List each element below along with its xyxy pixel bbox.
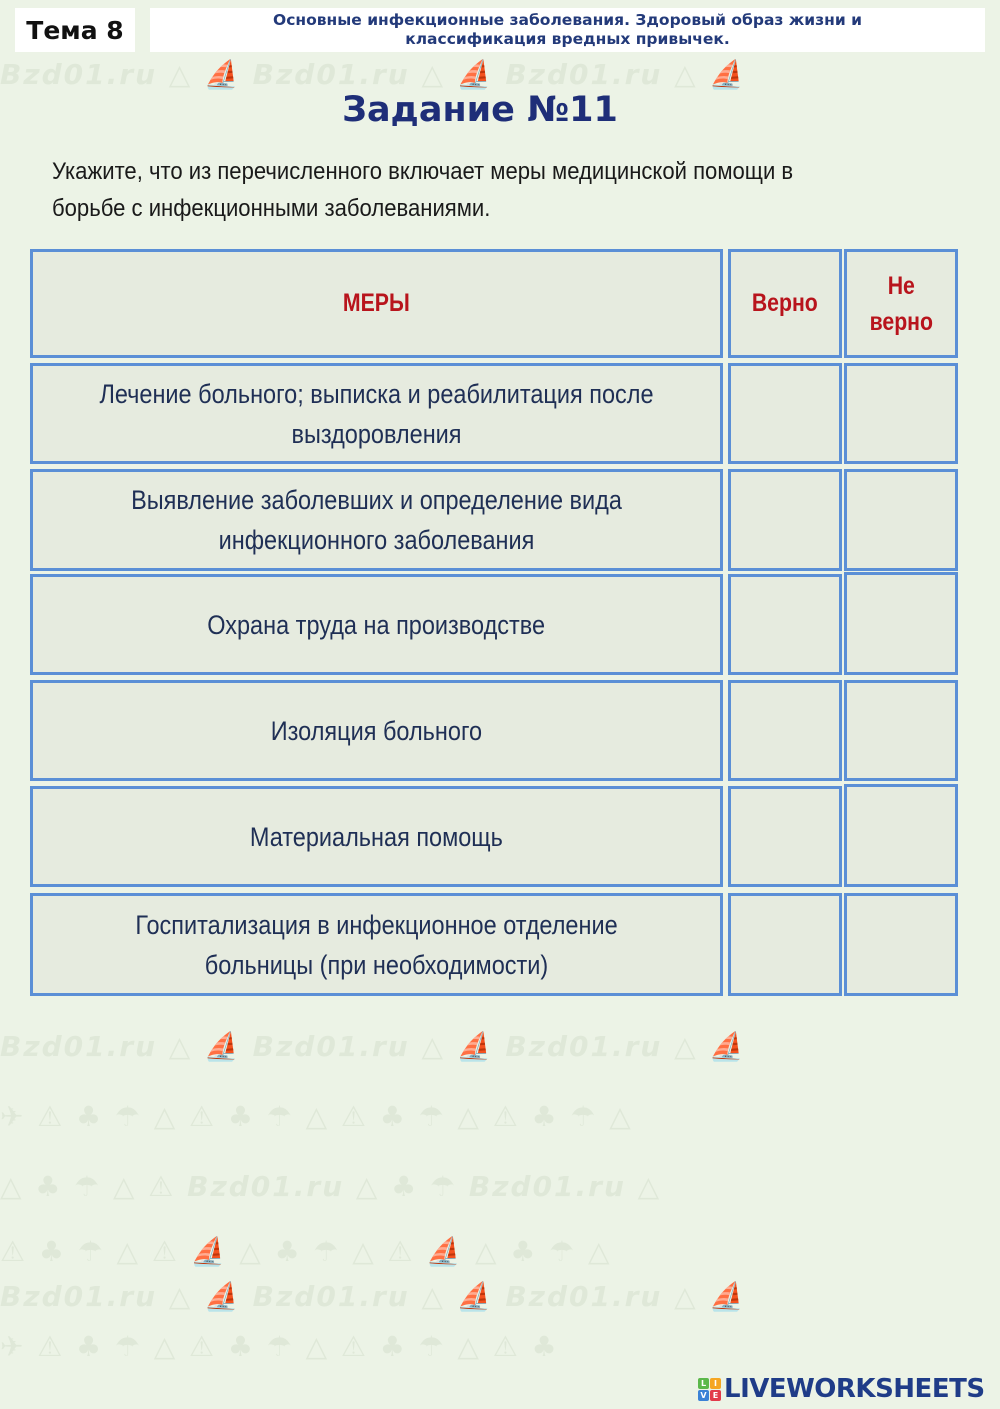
answer-drop-zone-correct[interactable] <box>728 786 842 887</box>
answer-drop-zone-correct[interactable] <box>728 469 842 571</box>
answer-drop-zone-incorrect[interactable] <box>844 893 958 996</box>
topic-label <box>15 8 135 52</box>
answer-drop-zone-incorrect[interactable] <box>844 469 958 571</box>
answer-drop-zone-incorrect[interactable] <box>844 363 958 464</box>
column-header-correct-label: Верно <box>752 289 818 317</box>
column-header-incorrect <box>844 249 958 358</box>
table-row-measure <box>30 786 723 887</box>
watermark-row: Bzd01.ru △ ⛵ Bzd01.ru △ ⛵ Bzd01.ru △ ⛵ <box>0 1030 747 1063</box>
live-logo-icon: L I V E <box>698 1378 721 1401</box>
liveworksheets-logo-text: LIVEWORKSHEETS <box>724 1374 985 1404</box>
column-header-measures-label: МЕРЫ <box>343 289 410 317</box>
table-row-measure <box>30 574 723 675</box>
table-row-measure <box>30 893 723 996</box>
watermark-row: Bzd01.ru △ ⛵ Bzd01.ru △ ⛵ Bzd01.ru △ ⛵ <box>0 58 747 91</box>
measure-text: Госпитализация в инфекционное отделение больницы (при необходимости) <box>135 909 618 980</box>
answer-drop-zone-incorrect[interactable] <box>844 784 958 887</box>
column-header-incorrect-label-line2: верно <box>869 307 933 336</box>
column-header-measures <box>30 249 723 358</box>
column-header-incorrect-label-line1: Не <box>887 271 915 300</box>
measure-text: Выявление заболевших и определение вида инфекционного заболевания <box>131 485 622 555</box>
subtitle-line-2: классификация вредных привычек. <box>405 30 730 48</box>
watermark-row: ✈ ⚠ ♣ ☂ △ ⚠ ♣ ☂ △ ⚠ ♣ ☂ △ ⚠ ♣ <box>0 1330 559 1363</box>
topic-label-text: Тема 8 <box>26 15 124 45</box>
watermark-row: △ ♣ ☂ △ ⚠ Bzd01.ru △ ♣ ☂ Bzd01.ru △ <box>0 1170 662 1203</box>
liveworksheets-logo[interactable] <box>698 1374 985 1404</box>
table-row-measure <box>30 363 723 464</box>
table-row-measure <box>30 680 723 781</box>
answer-drop-zone-correct[interactable] <box>728 363 842 464</box>
task-instruction: Укажите, что из перечисленного включает меры медицинской помощи в борьбе с инфекционными заболеваниями. <box>52 158 794 222</box>
watermark-row: Bzd01.ru △ ⛵ Bzd01.ru △ ⛵ Bzd01.ru △ ⛵ <box>0 1280 747 1313</box>
watermark-row: ✈ ⚠ ♣ ☂ △ ⚠ ♣ ☂ △ ⚠ ♣ ☂ △ ⚠ ♣ ☂ △ <box>0 1100 633 1133</box>
task-title: Задание №11 <box>342 90 618 130</box>
answer-drop-zone-incorrect[interactable] <box>844 572 958 675</box>
answer-drop-zone-correct[interactable] <box>728 574 842 675</box>
column-header-correct <box>728 249 842 358</box>
answer-drop-zone-incorrect[interactable] <box>844 680 958 781</box>
answer-drop-zone-correct[interactable] <box>728 893 842 996</box>
measure-text: Материальная помощь <box>250 821 503 852</box>
measure-text: Лечение больного; выписка и реабилитация после выздоровления <box>99 378 654 449</box>
watermark-row: ⚠ ♣ ☂ △ ⚠ ⛵ △ ♣ ☂ △ ⚠ ⛵ △ ♣ ☂ △ <box>0 1235 612 1268</box>
measure-text: Охрана труда на производстве <box>207 609 546 640</box>
worksheet-subtitle <box>150 8 985 52</box>
answer-drop-zone-correct[interactable] <box>728 680 842 781</box>
measure-text: Изоляция больного <box>270 715 483 746</box>
subtitle-line-1: Основные инфекционные заболевания. Здоровый образ жизни и <box>273 11 862 29</box>
table-row-measure <box>30 469 723 571</box>
